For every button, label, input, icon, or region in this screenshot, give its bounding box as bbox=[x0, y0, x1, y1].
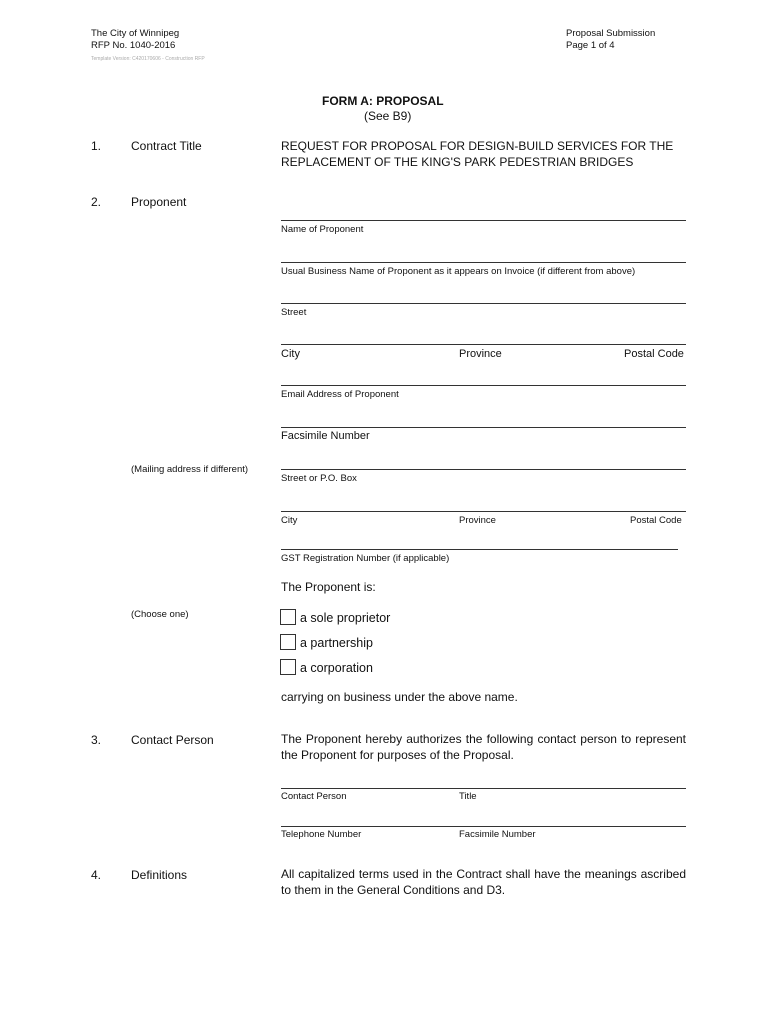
section-2-label: Proponent bbox=[131, 195, 187, 209]
email-line[interactable] bbox=[281, 385, 686, 386]
sole-proprietor-label: a sole proprietor bbox=[300, 611, 391, 625]
city-caption: City bbox=[281, 348, 300, 360]
proponent-is-heading: The Proponent is: bbox=[281, 580, 376, 594]
mailing-city-line[interactable] bbox=[281, 511, 686, 512]
section-3-number: 3. bbox=[91, 733, 102, 747]
definitions-paragraph: All capitalized terms used in the Contract shall have the meanings ascribed to them in the General Conditions and D3. bbox=[281, 867, 686, 897]
contact-title-line[interactable] bbox=[281, 788, 686, 789]
header-template-note: Template Version: C420170606 - Construction RFP bbox=[91, 56, 205, 62]
gst-caption: GST Registration Number (if applicable) bbox=[281, 553, 450, 564]
mailing-city-caption: City bbox=[281, 515, 298, 526]
section-1-label: Contract Title bbox=[131, 139, 202, 153]
partnership-checkbox[interactable] bbox=[280, 634, 296, 650]
section-1-number: 1. bbox=[91, 139, 102, 153]
telephone-caption: Telephone Number bbox=[281, 829, 362, 840]
partnership-label: a partnership bbox=[300, 636, 373, 650]
contact-person-paragraph: The Proponent hereby authorizes the following contact person to represent the Proponent for purposes of the Proposal. bbox=[281, 732, 686, 762]
section-4-number: 4. bbox=[91, 868, 102, 882]
sole-proprietor-checkbox[interactable] bbox=[280, 609, 296, 625]
mailing-address-note: (Mailing address if different) bbox=[131, 464, 249, 475]
contract-title-text: REQUEST FOR PROPOSAL FOR DESIGN-BUILD SERVICES FOR THE REPLACEMENT OF THE KING'S PARK PEDESTRIAN BRIDGES bbox=[281, 139, 674, 169]
header-submission: Proposal Submission bbox=[566, 28, 656, 39]
facsimile-line[interactable] bbox=[281, 427, 686, 428]
po-box-caption: Street or P.O. Box bbox=[281, 473, 357, 484]
header-page-number: Page 1 of 4 bbox=[566, 40, 615, 51]
form-title: FORM A: PROPOSAL bbox=[322, 94, 444, 108]
mailing-province-caption: Province bbox=[459, 515, 496, 526]
city-province-postal-line[interactable] bbox=[281, 344, 686, 345]
choose-one-note: (Choose one) bbox=[131, 609, 189, 620]
form-reference: (See B9) bbox=[364, 109, 412, 123]
contact-person-caption: Contact Person bbox=[281, 791, 347, 802]
title-caption: Title bbox=[459, 791, 477, 802]
name-of-proponent-line[interactable] bbox=[281, 220, 686, 221]
name-of-proponent-caption: Name of Proponent bbox=[281, 224, 364, 235]
usual-business-name-caption: Usual Business Name of Proponent as it appears on Invoice (if different from above) bbox=[281, 266, 636, 277]
facsimile-caption: Facsimile Number bbox=[281, 430, 370, 442]
postal-code-caption: Postal Code bbox=[624, 348, 684, 360]
header-org: The City of Winnipeg bbox=[91, 28, 180, 39]
corporation-label: a corporation bbox=[300, 661, 373, 675]
gst-line[interactable] bbox=[281, 549, 678, 550]
province-caption: Province bbox=[459, 348, 502, 360]
street-caption: Street bbox=[281, 307, 307, 318]
email-caption: Email Address of Proponent bbox=[281, 389, 399, 400]
section-2-number: 2. bbox=[91, 195, 102, 209]
section-3-label: Contact Person bbox=[131, 733, 214, 747]
header-rfp-number: RFP No. 1040-2016 bbox=[91, 40, 176, 51]
carrying-on-business-text: carrying on business under the above name. bbox=[281, 690, 518, 704]
mailing-postal-caption: Postal Code bbox=[630, 515, 682, 526]
po-box-line[interactable] bbox=[281, 469, 686, 470]
contact-fax-caption: Facsimile Number bbox=[459, 829, 536, 840]
telephone-fax-line[interactable] bbox=[281, 826, 686, 827]
usual-business-name-line[interactable] bbox=[281, 262, 686, 263]
corporation-checkbox[interactable] bbox=[280, 659, 296, 675]
street-line[interactable] bbox=[281, 303, 686, 304]
section-4-label: Definitions bbox=[131, 868, 188, 882]
